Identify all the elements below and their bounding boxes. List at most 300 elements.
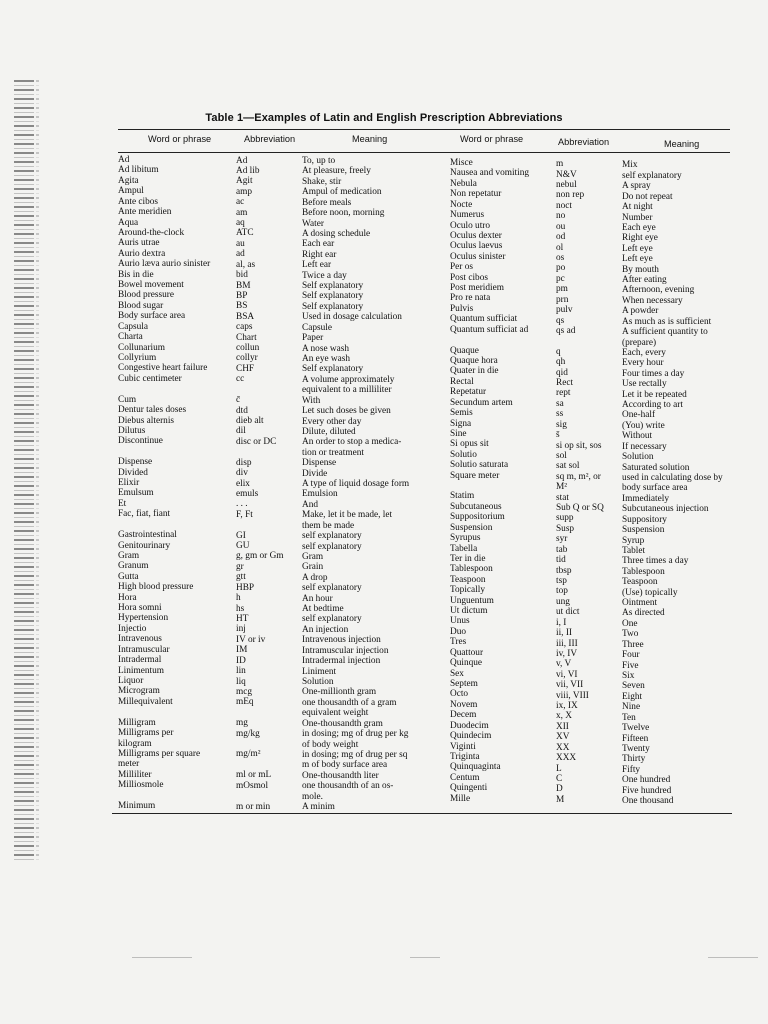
left-row-word: Ampul (118, 186, 144, 197)
right-row-meaning: Teaspoon (622, 577, 658, 588)
right-row-meaning: Two (622, 629, 639, 640)
right-row-meaning: Saturated solution (622, 462, 690, 473)
scan-footer-mark (410, 957, 440, 958)
header-right-meaning: Meaning (664, 139, 700, 149)
right-row-word: Solutio saturata (450, 460, 509, 471)
left-row-abbreviation: CHF (236, 363, 255, 374)
right-row-abbreviation: ss (556, 409, 564, 420)
right-row-word: Oculus laevus (450, 241, 503, 252)
right-row-abbreviation: qid (556, 367, 568, 378)
left-row-abbreviation: BSA (236, 311, 255, 322)
left-row-abbreviation: au (236, 238, 245, 249)
right-row-abbreviation: sa (556, 398, 564, 409)
right-row-abbreviation: sol (556, 450, 567, 461)
left-row-abbreviation: HT (236, 613, 249, 624)
left-row-word: Auris utrae (118, 238, 160, 249)
right-row-meaning: Afternoon, evening (622, 285, 695, 296)
right-row-word: Quattour (450, 647, 484, 658)
left-row-meaning: self explanatory (302, 541, 362, 552)
left-row-word: Elixir (118, 478, 140, 489)
left-row-meaning: Self explanatory (302, 364, 364, 375)
left-row-word: Millequivalent (118, 696, 173, 707)
left-row-meaning: To, up to (302, 156, 336, 166)
right-row-meaning: Seven (622, 681, 645, 692)
left-row-meaning: of body weight (302, 739, 359, 750)
left-row-abbreviation: hs (236, 603, 245, 614)
right-row-word: Nebula (450, 178, 477, 189)
right-row-word: Quindecim (450, 731, 492, 742)
right-row-meaning: Each, every (622, 347, 666, 358)
left-row-meaning: Shake, stir (302, 176, 342, 187)
left-row-word: Bis in die (118, 269, 154, 280)
left-row-meaning: With (302, 395, 321, 406)
right-row-meaning: One-half (622, 410, 656, 421)
right-row-abbreviation: po (556, 263, 566, 274)
right-row-abbreviation: XV (556, 732, 570, 743)
right-row-abbreviation: pulv (556, 305, 573, 316)
left-row-word: Hypertension (118, 613, 169, 624)
left-row-meaning: A minim (302, 802, 335, 813)
right-row-meaning: Let it be repeated (622, 389, 687, 400)
left-row-meaning: self explanatory (302, 583, 362, 594)
left-row-abbreviation: amp (236, 186, 253, 197)
left-row-meaning: Paper (302, 333, 324, 344)
left-row-meaning: A type of liquid dosage form (302, 479, 410, 490)
right-row-word: Semis (450, 408, 473, 419)
right-row-word: Quantum sufficiat ad (450, 324, 529, 335)
right-row-meaning: Number (622, 212, 653, 223)
right-row-meaning: After eating (622, 275, 667, 286)
left-row-meaning: Dilute, diluted (302, 426, 356, 437)
right-row-abbreviation: sq m, m², or (556, 471, 601, 482)
left-row-abbreviation: BP (236, 290, 248, 301)
right-row-meaning: Ointment (622, 598, 658, 609)
left-row-abbreviation: collyr (236, 353, 258, 364)
right-row-meaning: Twenty (622, 743, 650, 754)
right-row-abbreviation: C (556, 773, 563, 784)
right-row-meaning: A powder (622, 306, 659, 317)
right-row-meaning: Eight (622, 691, 643, 702)
left-row-meaning: Ampul of medication (302, 187, 382, 198)
left-row-abbreviation: g, gm or Gm (236, 551, 284, 562)
left-row-abbreviation: BS (236, 301, 248, 312)
left-row-word: Dilutus (118, 425, 146, 436)
right-row-word: Signa (450, 418, 472, 429)
right-row-word: Duodecim (450, 720, 489, 731)
header-right-word: Word or phrase (460, 134, 524, 144)
right-row-abbreviation: si op sit, sos (556, 440, 602, 451)
left-row-word: Linimentum (118, 665, 164, 676)
right-row-meaning: Immediately (622, 493, 669, 504)
right-row-meaning: One hundred (622, 775, 671, 786)
left-row-abbreviation: . . . (236, 499, 248, 510)
left-row-abbreviation: Chart (236, 332, 257, 343)
right-row-meaning: Use rectally (622, 379, 667, 390)
left-row-meaning: One-millionth gram (302, 687, 377, 698)
scan-footer-mark (708, 957, 758, 958)
left-row-abbreviation: am (236, 207, 248, 218)
left-row-meaning: Make, let it be made, let (302, 510, 393, 521)
left-row-word: Bowel movement (118, 280, 184, 291)
left-row-meaning: self explanatory (302, 531, 362, 542)
right-row-abbreviation: Sub Q or SQ (556, 503, 604, 514)
right-row-word: Solutio (450, 449, 477, 460)
right-row-word: Pulvis (450, 303, 474, 314)
right-row-word: Nocte (450, 199, 473, 210)
scan-edge-artifact-thin (36, 80, 39, 860)
left-row-word: Charta (118, 332, 143, 343)
left-row-meaning: Intradermal injection (302, 656, 381, 667)
left-row-word: kilogram (118, 738, 152, 749)
right-row-word: Suppositorium (450, 512, 505, 523)
right-row-word: Octo (450, 689, 469, 700)
right-row-abbreviation: ut dict (556, 607, 580, 618)
right-row-meaning: self explanatory (622, 170, 682, 181)
left-row-meaning: And (302, 499, 319, 510)
left-row-abbreviation: dieb alt (236, 416, 264, 426)
left-row-word: Emulsum (118, 488, 154, 499)
left-row-meaning: An injection (302, 624, 349, 635)
right-row-meaning: Suppository (622, 514, 667, 525)
left-row-meaning: Water (302, 218, 324, 229)
left-row-meaning: One-thousandth gram (302, 718, 383, 729)
right-row-word: Novem (450, 699, 478, 710)
left-row-meaning: in dosing; mg of drug per kg (302, 729, 409, 740)
right-row-abbreviation: tid (556, 555, 566, 566)
right-row-abbreviation: vi, VI (556, 669, 578, 680)
right-row-word: Statim (450, 491, 475, 502)
right-row-word: Oculus sinister (450, 251, 506, 262)
right-row-word: Nausea and vomiting (450, 168, 530, 179)
left-row-word: Ad libitum (118, 165, 159, 176)
left-row-meaning: Used in dosage calculation (302, 312, 402, 323)
left-row-abbreviation: ATC (236, 228, 254, 239)
left-row-abbreviation: F, Ft (236, 509, 253, 520)
left-row-meaning: A dosing schedule (302, 228, 371, 239)
left-row-word: Capsula (118, 321, 148, 332)
left-row-abbreviation: Agit (236, 176, 253, 187)
right-row-abbreviation: ung (556, 596, 570, 607)
left-row-meaning: them be made (302, 520, 355, 531)
right-row-meaning: Subcutaneous injection (622, 504, 709, 515)
right-row-abbreviation: prn (556, 294, 569, 305)
left-row-abbreviation: emuls (236, 488, 259, 499)
left-row-meaning: tion or treatment (302, 447, 364, 458)
right-row-abbreviation: supp (556, 513, 574, 524)
right-row-meaning: Twelve (622, 723, 650, 734)
right-row-abbreviation: nebul (556, 180, 577, 191)
left-row-word: Collunarium (118, 342, 165, 353)
right-row-meaning: Fifteen (622, 733, 649, 744)
left-row-abbreviation: al, as (236, 259, 256, 270)
left-row-word: Blood pressure (118, 290, 175, 301)
left-row-abbreviation: cc (236, 374, 245, 385)
left-row-meaning: Capsule (302, 322, 332, 333)
right-row-word: Non repetatur (450, 189, 502, 200)
left-row-word: Gutta (118, 571, 139, 582)
left-row-meaning: self explanatory (302, 614, 362, 625)
left-row-abbreviation: mOsmol (236, 780, 269, 791)
left-row-abbreviation: h (236, 593, 241, 604)
left-row-abbreviation: disc or DC (236, 436, 277, 447)
left-row-meaning: Liniment (302, 666, 337, 677)
left-row-word: Microgram (118, 686, 160, 697)
right-row-word: Post meridiem (450, 283, 504, 294)
right-row-abbreviation: s̄ (556, 430, 560, 441)
right-row-meaning: Nine (622, 702, 641, 713)
right-row-meaning: Ten (622, 712, 636, 723)
left-row-meaning: Dispense (302, 458, 337, 469)
right-row-word: Tablespoon (450, 564, 493, 575)
header-left-meaning: Meaning (352, 134, 388, 144)
right-row-abbreviation: N&V (556, 169, 577, 180)
table-top-rule (118, 129, 730, 130)
right-row-abbreviation: sig (556, 419, 567, 430)
left-row-word: Aurio dextra (118, 248, 166, 259)
left-row-meaning: One-thousandth liter (302, 770, 379, 781)
left-row-abbreviation: aq (236, 218, 245, 229)
right-row-meaning: Syrup (622, 535, 645, 546)
right-row-abbreviation: rept (556, 388, 571, 399)
left-row-word: Agita (118, 175, 139, 186)
left-row-meaning: Each ear (302, 239, 335, 250)
right-row-abbreviation: XII (556, 721, 569, 732)
left-row-meaning: Before noon, morning (302, 208, 385, 219)
left-row-word: Milliliter (118, 769, 152, 780)
left-row-meaning: in dosing; mg of drug per sq (302, 749, 408, 760)
right-row-word: Subcutaneous (450, 501, 502, 512)
left-row-word: Ante meridien (118, 207, 172, 218)
right-row-abbreviation: iv, IV (556, 648, 578, 659)
left-row-meaning: Solution (302, 677, 334, 687)
left-row-abbreviation: IM (236, 645, 248, 656)
right-row-abbreviation: viii, VIII (556, 690, 589, 701)
left-row-abbreviation: inj (236, 624, 246, 635)
right-row-meaning: body surface area (622, 483, 688, 494)
right-row-word: Sex (450, 668, 464, 679)
right-row-abbreviation: ol (556, 242, 564, 253)
header-left-word: Word or phrase (148, 134, 212, 144)
left-row-abbreviation: GU (236, 541, 250, 552)
right-row-abbreviation: Rect (556, 378, 574, 389)
left-row-meaning: A drop (302, 572, 328, 583)
right-row-word: Teaspoon (450, 574, 486, 585)
right-row-word: Misce (450, 158, 473, 168)
right-row-abbreviation: os (556, 252, 565, 263)
left-row-abbreviation: mEq (236, 697, 254, 708)
left-row-word: Aurio læva aurio sinister (118, 259, 211, 270)
left-row-abbreviation: BM (236, 280, 251, 291)
left-row-abbreviation: IV or iv (236, 634, 266, 645)
right-row-word: Tabella (450, 543, 478, 554)
left-row-meaning: one thousandth of a gram (302, 697, 397, 708)
right-row-word: Sine (450, 428, 467, 439)
header-right-abbreviation: Abbreviation (558, 137, 610, 147)
right-row-meaning: Four (622, 650, 640, 661)
left-row-word: Injectio (118, 623, 147, 634)
right-row-meaning: Every hour (622, 358, 664, 369)
left-row-word: Congestive heart failure (118, 363, 208, 374)
left-row-word: Liquor (118, 676, 144, 686)
right-row-word: Septem (450, 679, 478, 689)
left-row-word: Granum (118, 561, 149, 572)
right-row-abbreviation: sat sol (556, 461, 580, 472)
right-row-abbreviation: x, X (556, 711, 573, 722)
left-row-abbreviation: Ad (236, 155, 248, 166)
right-row-abbreviation: ix, IX (556, 701, 578, 712)
left-row-word: Intramuscular (118, 644, 170, 655)
right-row-meaning: Tablet (622, 545, 646, 556)
right-row-meaning: Without (622, 431, 653, 442)
left-row-abbreviation: mg/m² (236, 749, 261, 760)
left-row-word: Hora (118, 592, 137, 603)
right-row-abbreviation: vii, VII (556, 680, 584, 691)
left-row-meaning: Self explanatory (302, 281, 364, 292)
right-row-word: Numerus (450, 210, 485, 221)
right-row-abbreviation: qh (556, 357, 566, 368)
left-row-word: Divided (118, 467, 148, 478)
right-row-abbreviation: L (556, 763, 562, 774)
right-row-meaning: (prepare) (622, 337, 657, 348)
right-row-meaning: Each eye (622, 222, 656, 233)
right-row-word: Secundum artem (450, 397, 513, 408)
right-row-meaning: (You) write (622, 420, 665, 431)
right-row-word: Ter in die (450, 553, 486, 564)
right-row-word: Tres (450, 637, 467, 648)
right-row-meaning: (Use) topically (622, 587, 678, 598)
left-row-word: Et (118, 498, 127, 509)
left-row-meaning: Intravenous injection (302, 635, 381, 646)
right-row-word: Si opus sit (450, 439, 489, 450)
right-row-meaning: Left eye (622, 254, 653, 265)
right-row-abbreviation: no (556, 211, 566, 222)
left-row-meaning: equivalent weight (302, 708, 369, 719)
left-row-meaning: m of body surface area (302, 760, 388, 771)
right-row-meaning: One (622, 618, 638, 629)
left-row-abbreviation: ad (236, 249, 245, 260)
right-row-meaning: Left eye (622, 243, 653, 254)
header-left-abbreviation: Abbreviation (244, 134, 296, 144)
table-header-rule (118, 152, 730, 153)
table-bottom-rule (112, 813, 732, 814)
right-row-meaning: By mouth (622, 264, 659, 275)
right-row-meaning: At night (622, 202, 653, 213)
right-row-meaning: A sufficient quantity to (622, 327, 708, 338)
left-row-meaning: A volume approximately (302, 374, 395, 385)
left-row-meaning: Emulsion (302, 489, 338, 500)
left-row-abbreviation: elix (236, 478, 250, 489)
right-row-word: Quingenti (450, 783, 488, 794)
left-row-word: meter (118, 759, 140, 770)
left-row-meaning: Every other day (302, 416, 362, 427)
left-row-meaning: Right ear (302, 249, 337, 260)
left-row-meaning: equivalent to a milliliter (302, 385, 392, 396)
right-row-word: Decem (450, 710, 477, 721)
left-row-meaning: Divide (302, 468, 328, 479)
right-row-meaning: One thousand (622, 796, 674, 807)
right-row-meaning: As much as is sufficient (622, 316, 712, 327)
right-row-meaning: According to art (622, 400, 683, 411)
right-row-word: Square meter (450, 470, 500, 481)
left-row-word: Milliosmole (118, 780, 164, 791)
right-row-abbreviation: stat (556, 492, 569, 503)
right-row-abbreviation: pc (556, 273, 565, 284)
right-row-meaning: Five (622, 660, 639, 671)
right-row-meaning: Six (622, 670, 635, 681)
right-row-abbreviation: iii, III (556, 638, 578, 649)
right-row-word: Quaque (450, 345, 479, 356)
left-row-word: Around-the-clock (118, 227, 185, 238)
right-row-abbreviation: qs (556, 315, 565, 326)
right-row-word: Quinquaginta (450, 762, 501, 773)
left-row-abbreviation: ID (236, 655, 246, 666)
table-title: Table 1—Examples of Latin and English Prescription Abbreviations (205, 112, 563, 124)
right-row-abbreviation: qs ad (556, 325, 576, 336)
left-row-meaning: A nose wash (302, 343, 349, 354)
right-row-abbreviation: q (556, 346, 561, 357)
right-row-word: Duo (450, 626, 467, 637)
left-row-word: Body surface area (118, 311, 186, 322)
left-row-abbreviation: ac (236, 197, 245, 208)
left-row-word: Milligrams per square (118, 748, 201, 759)
left-row-abbreviation: dtd (236, 405, 248, 416)
right-row-meaning: Suspension (622, 525, 665, 536)
right-row-abbreviation: pm (556, 284, 568, 295)
right-row-word: Suspension (450, 522, 493, 533)
right-row-meaning: A spray (622, 181, 651, 192)
left-row-meaning: Self explanatory (302, 301, 364, 312)
left-row-abbreviation: mg (236, 718, 248, 729)
right-row-meaning: Mix (622, 160, 638, 171)
right-row-abbreviation: XX (556, 742, 570, 753)
left-row-abbreviation: bid (236, 270, 248, 281)
left-row-meaning: Let such doses be given (302, 406, 391, 417)
right-row-abbreviation: top (556, 586, 568, 597)
right-row-word: Quaque hora (450, 355, 498, 366)
left-row-meaning: Gram (302, 551, 324, 562)
left-row-word: Intradermal (118, 655, 162, 666)
left-row-abbreviation: mg/kg (236, 728, 260, 739)
right-row-meaning: If necessary (622, 441, 667, 452)
right-row-meaning: Tablespoon (622, 566, 665, 577)
left-row-word: Cubic centimeter (118, 373, 182, 384)
left-row-word: Diebus alternis (118, 415, 175, 426)
left-row-abbreviation: dil (236, 426, 246, 437)
left-row-word: High blood pressure (118, 582, 194, 593)
right-row-meaning: Three times a day (622, 556, 689, 567)
left-row-word: Dispense (118, 457, 153, 468)
right-row-word: Centum (450, 772, 480, 783)
left-row-abbreviation: div (236, 468, 248, 479)
right-row-word: Rectal (450, 376, 474, 387)
left-row-word: Milligrams per (118, 728, 174, 739)
right-row-abbreviation: M (556, 794, 565, 805)
left-row-word: Dentur tales doses (118, 405, 187, 416)
right-row-abbreviation: Susp (556, 523, 575, 534)
right-row-meaning: Fifty (622, 764, 641, 775)
left-row-word: Genitourinary (118, 540, 171, 551)
right-row-word: Ut dictum (450, 606, 488, 617)
left-row-word: Ad (118, 155, 130, 165)
right-row-word: Triginta (450, 751, 480, 762)
right-row-abbreviation: ii, II (556, 628, 573, 639)
right-row-meaning: Right eye (622, 233, 658, 244)
left-row-word: Ante cibos (118, 196, 159, 207)
left-row-word: Discontinue (118, 436, 163, 447)
right-row-meaning: used in calculating dose by (622, 473, 723, 483)
right-row-meaning: Four times a day (622, 368, 685, 379)
right-row-word: Repetatur (450, 387, 487, 398)
